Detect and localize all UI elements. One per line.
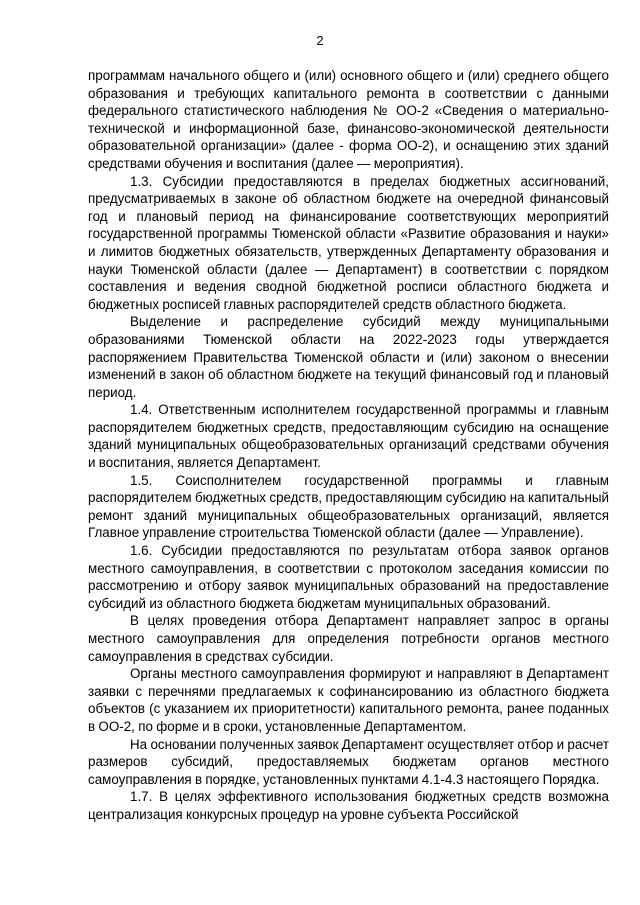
- page-number: 2: [316, 33, 324, 48]
- document-body: [88, 67, 609, 824]
- paragraph-distribution: Выделение и распределение субсидий между муниципальными образованиями Тюменской области на 2022-2023 годы утверждается распоряжением Правительства Тюменской области и (или) законом о внесении изменений в закон об областном бюджете на текущий финансовый год и плановый период.: [88, 314, 609, 400]
- paragraph-1-4: 1.4. Ответственным исполнителем государственной программы и главным распорядителем бюджетных средств, предоставляющим субсидию на оснащение зданий муниципальных общеобразовательных организаций средствами обучения и воспитания, является Департамент.: [88, 402, 609, 471]
- paragraph-1-3: 1.3. Субсидии предоставляются в пределах бюджетных ассигнований, предусматриваемых в законе об областном бюджете на очередной финансовый год и плановый период на финансирование соответствующих мероприятий государственной программы Тюменской области «Развитие образования и науки» и лимитов бюджетных обязательств, утвержденных Департаменту образования и науки Тюменской области (далее — Департамент) в соответствии с порядком составления и ведения сводной бюджетной росписи областного бюджета и бюджетных росписей главных распорядителей средств областного бюджета.: [88, 173, 609, 312]
- paragraph-1: программам начального общего и (или) основного общего и (или) среднего общего образования и требующих капитального ремонта в соответствии с данными федерального статистического наблюдения № ОО-2 «Сведения о материально-технической и информационной базе, финансово-экономической деятельности образовательной организации» (далее - форма ОО-2), и оснащению этих зданий средствами обучения и воспитания (далее — мероприятия).: [88, 68, 609, 171]
- paragraph-1-5: 1.5. Соисполнителем государственной программы и главным распорядителем бюджетных средств, предоставляющим субсидию на капитальный ремонт зданий муниципальных общеобразовательных организаций, является Главное управление строительства Тюменской области (далее — Управление).: [88, 472, 609, 541]
- paragraph-applications: Органы местного самоуправления формируют и направляют в Департамент заявки с перечнями предлагаемых к софинансированию из областного бюджета объектов (с указанием их приоритетности) капитального ремонта, ранее поданных в ОО-2, по форме и в сроки, установленные Департаментом.: [88, 666, 609, 734]
- paragraph-1-6: 1.6. Субсидии предоставляются по результатам отбора заявок органов местного самоуправления, в соответствии с протоколом заседания комиссии по рассмотрению и отбору заявок муниципальных образований на предоставление субсидий из областного бюджета бюджетам муниципальных образований.: [88, 543, 609, 611]
- paragraph-selection-request: В целях проведения отбора Департамент направляет запрос в органы местного самоуправления для определения потребности органов местного самоуправления в средствах субсидии.: [88, 613, 609, 664]
- paragraph-calculation: На основании полученных заявок Департамент осуществляет отбор и расчет размеров субсидий, предоставляемых бюджетам органов местного самоуправления в порядке, установленных пунктами 4.1-4.3 настоящего Порядка.: [88, 736, 609, 787]
- paragraph-1-7: 1.7. В целях эффективного использования бюджетных средств возможна централизация конкурсных процедур на уровне субъекта Российской: [88, 789, 609, 822]
